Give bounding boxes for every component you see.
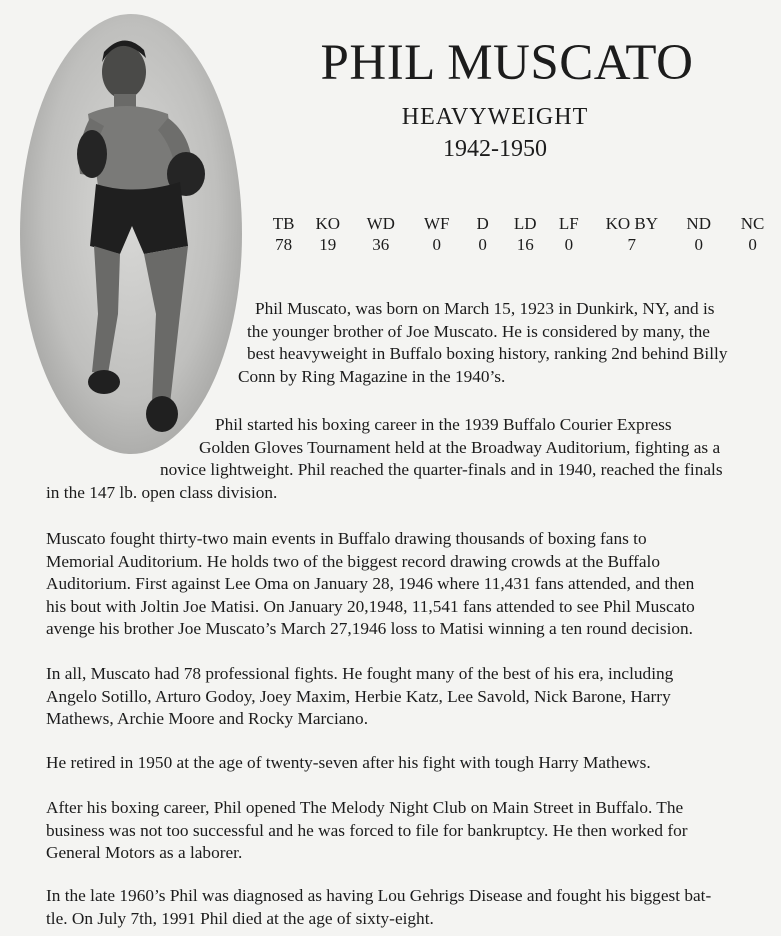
record-values-row [262,234,781,255]
record-col-header: NC [740,214,765,233]
record-value: 78 [275,235,293,254]
record-value: 0 [748,235,757,254]
bio-line: tle. On July 7th, 1991 Phil died at the age of sixty-eight. [46,908,434,928]
bio-paragraph-3 [46,528,781,641]
weight-division: HEAVYWEIGHT [401,104,589,130]
bio-line: Conn by Ring Magazine in the 1940’s. [238,366,506,386]
record-col-header: KO [315,214,341,233]
bio-line: best heavyweight in Buffalo boxing history, ranking 2nd behind Billy [247,344,728,364]
bio-line: After his boxing career, Phil opened The Melody Night Club on Main Street in Buffalo. The [46,798,684,817]
record-col-header: ND [686,214,711,233]
record-col-header: TB [272,214,295,233]
bio-paragraph-5 [46,752,781,775]
bio-paragraph-1 [0,298,781,388]
bio-line: Phil Muscato, was born on March 15, 1923 in Dunkirk, NY, and is [255,299,715,318]
bio-line: He retired in 1950 at the age of twenty-seven after his fight with tough Harry Mathews. [46,753,651,772]
record-header-row [262,213,781,234]
bio-line: Golden Gloves Tournament held at the Broadway Auditorium, fighting as a [199,437,721,457]
bio-line: business was not too successful and he was forced to file for bankruptcy. He then worked for [46,820,688,840]
bio-line: Muscato fought thirty-two main events in Buffalo drawing thousands of boxing fans to [46,529,647,548]
record-col-header: LF [558,214,579,233]
record-value: 0 [432,235,441,254]
record-col-header: D [476,214,489,233]
bio-line: Mathews, Archie Moore and Rocky Marciano. [46,709,369,729]
record-col-header: LD [513,214,537,233]
record-col-header: WD [366,214,395,233]
bio-line: In all, Muscato had 78 professional fights. He fought many of the best of his era, including [46,664,674,683]
bio-line: Phil started his boxing career in the 1939 Buffalo Courier Express [215,415,672,434]
bio-paragraph-4 [46,663,781,731]
record-value: 0 [564,235,574,254]
record-value: 7 [627,235,637,254]
record-value: 36 [372,235,390,254]
record-value: 16 [516,235,534,254]
bio-paragraph-2 [0,414,781,504]
fight-record-table [262,213,781,255]
record-col-header: KO BY [605,214,659,233]
boxer-name-heading: PHIL MUSCATO [320,35,694,91]
bio-line: the younger brother of Joe Muscato. He is considered by many, the [247,321,710,341]
bio-paragraph-6 [46,797,781,865]
record-value: 19 [319,235,337,254]
bio-line: his bout with Joltin Joe Matisi. On January 20,1948, 11,541 fans attended to see Phil Muscato [46,596,695,616]
bio-paragraph-7 [46,885,781,930]
career-years: 1942-1950 [443,136,547,162]
bio-line: in the 147 lb. open class division. [46,482,278,502]
bio-line: General Motors as a laborer. [46,843,243,863]
bio-line: Angelo Sotillo, Arturo Godoy, Joey Maxim, Herbie Katz, Lee Savold, Nick Barone, Harry [46,686,671,706]
bio-line: novice lightweight. Phil reached the quarter-finals and in 1940, reached the finals [160,460,723,480]
record-col-header: WF [423,214,450,233]
record-value: 0 [478,235,487,254]
bio-line: Auditorium. First against Lee Oma on January 28, 1946 where 11,431 fans attended, and then [46,574,695,594]
bio-line: Memorial Auditorium. He holds two of the biggest record drawing crowds at the Buffalo [46,551,660,571]
bio-line: In the late 1960’s Phil was diagnosed as having Lou Gehrigs Disease and fought his biggest bat- [46,886,712,905]
record-value: 0 [694,235,703,254]
bio-line: avenge his brother Joe Muscato’s March 27,1946 loss to Matisi winning a ten round decision. [46,619,693,639]
